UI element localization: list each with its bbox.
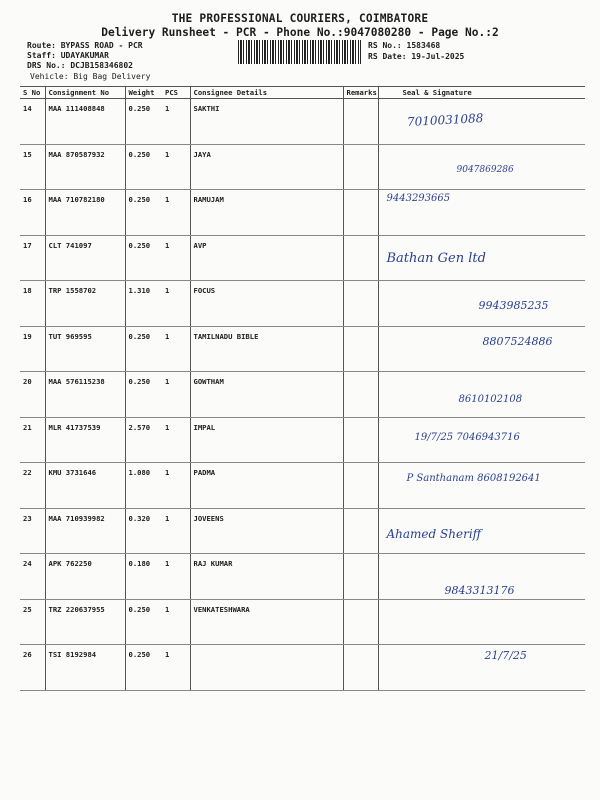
handwritten-signature: 8807524886 (482, 334, 553, 348)
cell-consignee: PADMA (190, 463, 343, 509)
handwritten-signature: 7010031088 (406, 111, 484, 129)
cell-weight: 0.320 (125, 508, 162, 554)
cell-sno: 17 (20, 235, 45, 281)
col-header-pcs: PCS (162, 87, 190, 99)
cell-consignee: RAJ KUMAR (190, 554, 343, 600)
cell-pcs: 1 (162, 190, 190, 236)
table-row (20, 508, 585, 554)
col-header-remarks: Remarks (343, 87, 378, 99)
cell-signature (378, 372, 585, 418)
cell-pcs: 1 (162, 599, 190, 645)
col-header-signature: Seal & Signature (378, 87, 585, 99)
cell-sno: 18 (20, 281, 45, 327)
cell-pcs: 1 (162, 417, 190, 463)
cell-consignment: MAA 710782180 (45, 190, 125, 236)
cell-remarks (343, 463, 378, 509)
cell-consignee: FOCUS (190, 281, 343, 327)
runsheet-subtitle: Delivery Runsheet - PCR - Phone No.:9047080280 - Page No.:2 (101, 26, 499, 39)
cell-consignment: APK 762250 (45, 554, 125, 600)
table-row (20, 645, 585, 691)
table-row (20, 554, 585, 600)
cell-weight: 0.250 (125, 326, 162, 372)
handwritten-signature: 9047869286 (456, 164, 514, 175)
cell-consignee: JOVEENS (190, 508, 343, 554)
cell-weight: 0.250 (125, 599, 162, 645)
cell-consignment: TRZ 220637955 (45, 599, 125, 645)
cell-remarks (343, 372, 378, 418)
cell-pcs: 1 (162, 508, 190, 554)
table-row (20, 144, 585, 190)
cell-consignee: TAMILNADU BIBLE (190, 326, 343, 372)
cell-sno: 25 (20, 599, 45, 645)
cell-weight: 0.250 (125, 144, 162, 190)
handwritten-signature: 21/7/25 (484, 649, 527, 662)
cell-signature (378, 645, 585, 691)
staff-line: Staff: UDAYAKUMAR (27, 51, 109, 60)
cell-weight: 0.250 (125, 99, 162, 145)
cell-sno: 15 (20, 144, 45, 190)
cell-consignee: SAKTHI (190, 99, 343, 145)
handwritten-signature: Bathan Gen ltd (386, 250, 486, 266)
rs-date-line: RS Date: 19-Jul-2025 (368, 52, 465, 61)
cell-remarks (343, 508, 378, 554)
cell-consignee: AVP (190, 235, 343, 281)
cell-weight: 0.180 (125, 554, 162, 600)
cell-remarks (343, 554, 378, 600)
cell-weight: 0.250 (125, 190, 162, 236)
cell-consignment: KMU 3731646 (45, 463, 125, 509)
handwritten-signature: 9943985235 (478, 299, 549, 312)
cell-signature (378, 508, 585, 554)
cell-consignment: TUT 969595 (45, 326, 125, 372)
cell-consignment: MLR 41737539 (45, 417, 125, 463)
cell-consignment: MAA 870587932 (45, 144, 125, 190)
cell-signature (378, 463, 585, 509)
handwritten-signature: 9843313176 (444, 584, 515, 597)
table-row (20, 281, 585, 327)
cell-consignment: MAA 111408848 (45, 99, 125, 145)
cell-pcs: 1 (162, 144, 190, 190)
table-row (20, 326, 585, 372)
col-header-weight: Weight (125, 87, 162, 99)
col-header-sno: S No (20, 87, 45, 99)
handwritten-signature: Ahamed Sheriff (386, 526, 482, 541)
cell-consignee: GOWTHAM (190, 372, 343, 418)
cell-signature (378, 99, 585, 145)
cell-sno: 24 (20, 554, 45, 600)
cell-sno: 19 (20, 326, 45, 372)
rs-date-value: 19-Jul-2025 (411, 52, 465, 61)
cell-sno: 16 (20, 190, 45, 236)
handwritten-signature: 9443293665 (386, 193, 451, 204)
rs-no-line: RS No.: 1583468 (368, 41, 441, 50)
route-line: Route: BYPASS ROAD - PCR (27, 41, 143, 50)
route-value: BYPASS ROAD - PCR (60, 41, 143, 50)
cell-signature (378, 190, 585, 236)
cell-pcs: 1 (162, 281, 190, 327)
cell-consignee: VENKATESHWARA (190, 599, 343, 645)
cell-pcs: 1 (162, 463, 190, 509)
cell-remarks (343, 281, 378, 327)
cell-pcs: 1 (162, 235, 190, 281)
cell-weight: 2.570 (125, 417, 162, 463)
cell-weight: 1.310 (125, 281, 162, 327)
cell-signature (378, 281, 585, 327)
cell-remarks (343, 417, 378, 463)
cell-consignment: TSI 8192984 (45, 645, 125, 691)
company-title: THE PROFESSIONAL COURIERS, COIMBATORE (171, 12, 429, 25)
cell-pcs: 1 (162, 326, 190, 372)
col-header-consignee: Consignee Details (190, 87, 343, 99)
cell-signature (378, 326, 585, 372)
cell-remarks (343, 190, 378, 236)
cell-pcs: 1 (162, 645, 190, 691)
cell-pcs: 1 (162, 554, 190, 600)
rs-no-value: 1583468 (406, 41, 441, 50)
cell-sno: 26 (20, 645, 45, 691)
cell-signature (378, 144, 585, 190)
cell-sno: 20 (20, 372, 45, 418)
cell-remarks (343, 144, 378, 190)
cell-sno: 14 (20, 99, 45, 145)
cell-consignment: CLT 741097 (45, 235, 125, 281)
cell-remarks (343, 235, 378, 281)
handwritten-signature: P Santhanam 8608192641 (406, 473, 541, 484)
cell-signature (378, 235, 585, 281)
table-row (20, 372, 585, 418)
drs-value: DCJB158346802 (70, 61, 133, 70)
cell-weight: 0.250 (125, 372, 162, 418)
staff-value: UDAYAKUMAR (60, 51, 109, 60)
table-row (20, 599, 585, 645)
cell-signature (378, 554, 585, 600)
runsheet-table (20, 86, 585, 691)
cell-remarks (343, 645, 378, 691)
vehicle-line: Vehicle: Big Bag Delivery (30, 72, 151, 81)
cell-consignee: RAMUJAM (190, 190, 343, 236)
table-row (20, 417, 585, 463)
cell-pcs: 1 (162, 372, 190, 418)
cell-sno: 22 (20, 463, 45, 509)
cell-remarks (343, 99, 378, 145)
cell-sno: 21 (20, 417, 45, 463)
cell-signature (378, 599, 585, 645)
cell-consignment: MAA 710939982 (45, 508, 125, 554)
cell-weight: 0.250 (125, 235, 162, 281)
table-row (20, 463, 585, 509)
cell-weight: 0.250 (125, 645, 162, 691)
cell-sno: 23 (20, 508, 45, 554)
cell-weight: 1.080 (125, 463, 162, 509)
cell-consignee: JAYA (190, 144, 343, 190)
cell-signature (378, 417, 585, 463)
handwritten-signature: 8610102108 (458, 394, 523, 405)
cell-consignee (190, 645, 343, 691)
table-header-row (20, 87, 585, 99)
handwritten-signature: 19/7/25 7046943716 (414, 431, 520, 443)
cell-remarks (343, 326, 378, 372)
cell-consignment: MAA 576115238 (45, 372, 125, 418)
table-row (20, 190, 585, 236)
cell-consignment: TRP 1558702 (45, 281, 125, 327)
cell-consignee: IMPAL (190, 417, 343, 463)
table-row (20, 235, 585, 281)
col-header-consignment: Consignment No (45, 87, 125, 99)
cell-remarks (343, 599, 378, 645)
table-row (20, 99, 585, 145)
barcode (238, 40, 361, 64)
vehicle-value: Big Bag Delivery (73, 72, 151, 81)
cell-pcs: 1 (162, 99, 190, 145)
drs-line: DRS No.: DCJB158346802 (27, 61, 133, 70)
